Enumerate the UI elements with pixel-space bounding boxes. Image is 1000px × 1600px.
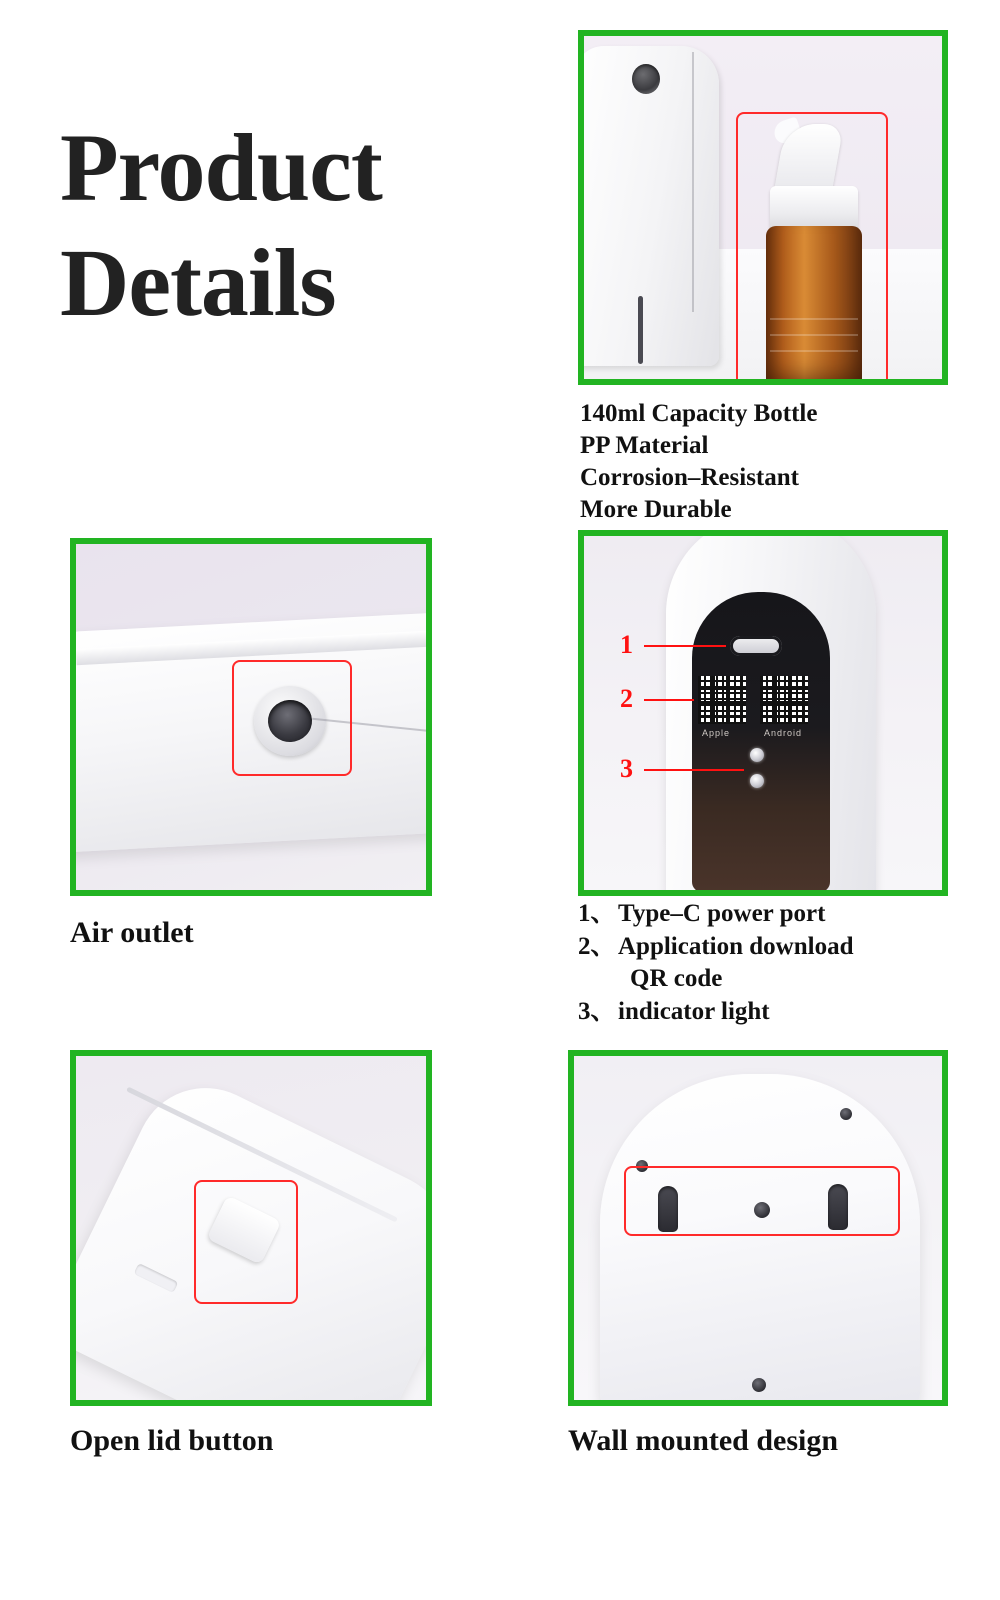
bottle-caption-line-3: Corrosion–Resistant [580,464,799,491]
ports-legend-item-1 [578,898,988,931]
back-bottom-hole [752,1378,766,1392]
back-screw-hole-top-right [840,1108,852,1120]
air-outlet-scene [76,544,426,890]
wall-mount-keyhole-right-icon [828,1184,848,1230]
ports-legend-number-1: 1、 [578,900,616,927]
ports-legend-item-2 [578,931,988,996]
callout-number-3: 3 [620,754,633,783]
back-center-hole [754,1202,770,1218]
device-back-cover [600,1074,920,1406]
body-seam [692,52,694,312]
ports-legend-text-2: Application download [618,932,854,960]
air-outlet-caption: Air outlet [70,916,194,949]
lid-scene [76,1056,426,1400]
callout-leader-2 [644,699,694,701]
callout-leader-3 [644,769,744,771]
qr-label-apple: Apple [702,728,731,738]
body-slot [638,296,643,364]
air-outlet-hole-icon [632,64,660,94]
page-title [60,110,520,340]
back-screw-hole-top-left [636,1160,648,1172]
photo-open-lid-button [70,1050,432,1406]
ports-legend-text-2-continued: QR code [630,965,723,992]
page-title-line-2: Details [60,229,336,337]
bottle-scene [584,36,942,379]
photo-wall-mount [568,1050,948,1406]
ports-legend [578,898,988,1028]
wall-scene [574,1056,942,1400]
bottle-ring [770,334,858,336]
wall-mount-caption: Wall mounted design [568,1424,839,1457]
ports-legend-number-3: 3、 [578,997,616,1025]
qr-code-apple-icon [698,676,746,724]
callout-leader-1 [644,645,726,647]
indicator-light-upper-icon [750,748,764,762]
ports-scene [584,536,942,890]
bottle-ring [770,350,858,352]
indicator-light-lower-icon [750,774,764,788]
page-title-line-1: Product [60,114,382,221]
bottle-caption-line-2: PP Material [580,432,709,459]
photo-air-outlet [70,538,432,896]
ports-legend-number-2: 2、 [578,932,616,960]
callout-number-2: 2 [620,684,633,713]
bottle-ring [770,318,858,320]
bottle-caption [580,398,980,526]
callout-number-1: 1 [620,630,633,659]
ports-legend-text-3: indicator light [618,997,770,1025]
bottle-caption-line-4: More Durable [580,496,732,523]
photo-ports-panel [578,530,948,896]
qr-code-android-icon [760,676,808,724]
oil-bottle [766,226,862,385]
open-lid-caption: Open lid button [70,1424,274,1457]
type-c-port-icon [730,636,782,656]
diffuser-body [578,46,719,366]
wall-mount-keyhole-left-icon [658,1186,678,1232]
ports-legend-item-3 [578,996,988,1029]
bottle-caption-line-1: 140ml Capacity Bottle [580,400,818,427]
ports-legend-text-1: Type–C power port [618,900,826,927]
qr-label-android: Android [764,728,803,738]
photo-bottle-capacity [578,30,948,385]
